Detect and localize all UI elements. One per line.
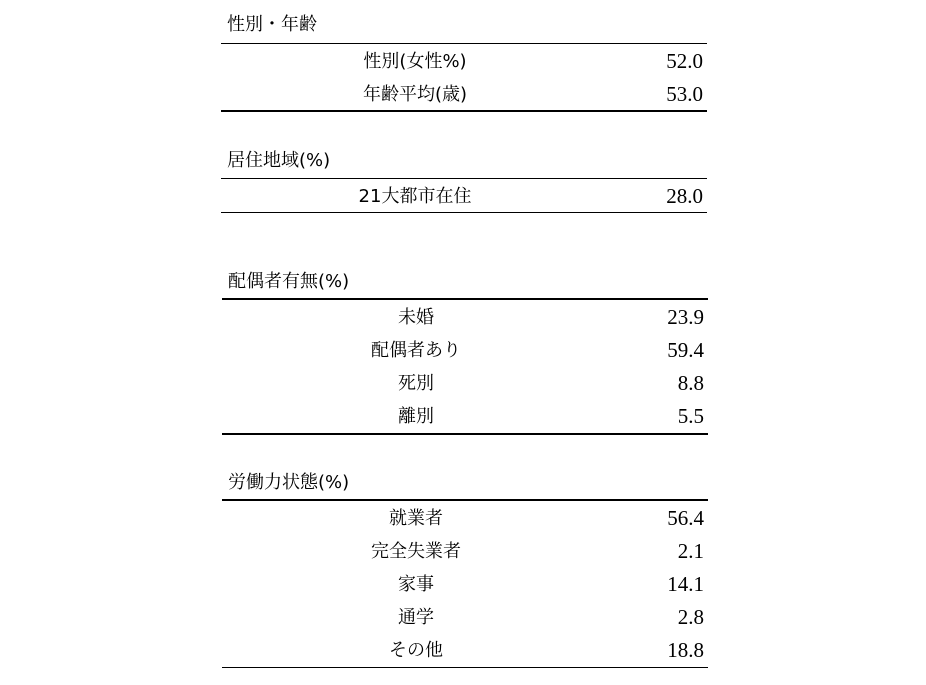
top-rule <box>221 43 707 44</box>
row-value: 2.1 <box>677 539 704 563</box>
row-label: 未婚 <box>398 307 434 328</box>
table-row <box>222 502 708 535</box>
section-labor-status <box>222 470 708 675</box>
table-row <box>222 535 708 568</box>
row-label: 死別 <box>398 373 434 394</box>
row-value: 18.8 <box>667 638 704 662</box>
section-marital-status <box>222 269 708 439</box>
row-label: その他 <box>389 640 443 661</box>
table-row <box>222 334 708 367</box>
row-value: 53.0 <box>666 82 703 106</box>
table-row <box>222 367 708 400</box>
table-row <box>222 301 708 334</box>
section-title: 配偶者有無(%) <box>228 271 350 292</box>
top-rule <box>221 178 707 179</box>
row-value: 8.8 <box>677 371 704 395</box>
row-value: 52.0 <box>666 49 703 73</box>
table-row <box>222 400 708 433</box>
row-label: 配偶者あり <box>371 340 461 361</box>
row-label: 21大都市在住 <box>358 186 472 207</box>
bottom-rule <box>221 110 707 112</box>
row-value: 5.5 <box>677 404 704 428</box>
table-row <box>222 568 708 601</box>
row-value: 28.0 <box>666 184 703 208</box>
row-value: 2.8 <box>677 605 704 629</box>
table-row <box>221 45 707 78</box>
row-label: 性別(女性%) <box>363 51 467 72</box>
table-row <box>222 601 708 634</box>
top-rule <box>222 499 708 501</box>
row-label: 離別 <box>398 406 434 427</box>
section-title: 労働力状態(%) <box>228 472 350 493</box>
section-residence <box>221 148 707 216</box>
row-value: 14.1 <box>667 572 704 596</box>
row-label: 年齢平均(歳) <box>362 84 468 105</box>
table-row <box>222 634 708 667</box>
row-label: 完全失業者 <box>371 541 461 562</box>
bottom-rule <box>221 212 707 213</box>
table-row <box>221 78 707 111</box>
row-label: 通学 <box>398 607 434 628</box>
section-title: 居住地域(%) <box>227 150 331 171</box>
table-row <box>221 180 707 213</box>
section-gender-age <box>221 12 707 112</box>
row-label: 家事 <box>398 574 434 595</box>
bottom-rule <box>222 433 708 435</box>
row-value: 56.4 <box>667 506 704 530</box>
row-value: 59.4 <box>667 338 704 362</box>
section-title: 性別・年齢 <box>227 14 317 35</box>
top-rule <box>222 298 708 300</box>
bottom-rule <box>222 667 708 668</box>
row-label: 就業者 <box>389 508 443 529</box>
row-value: 23.9 <box>667 305 704 329</box>
